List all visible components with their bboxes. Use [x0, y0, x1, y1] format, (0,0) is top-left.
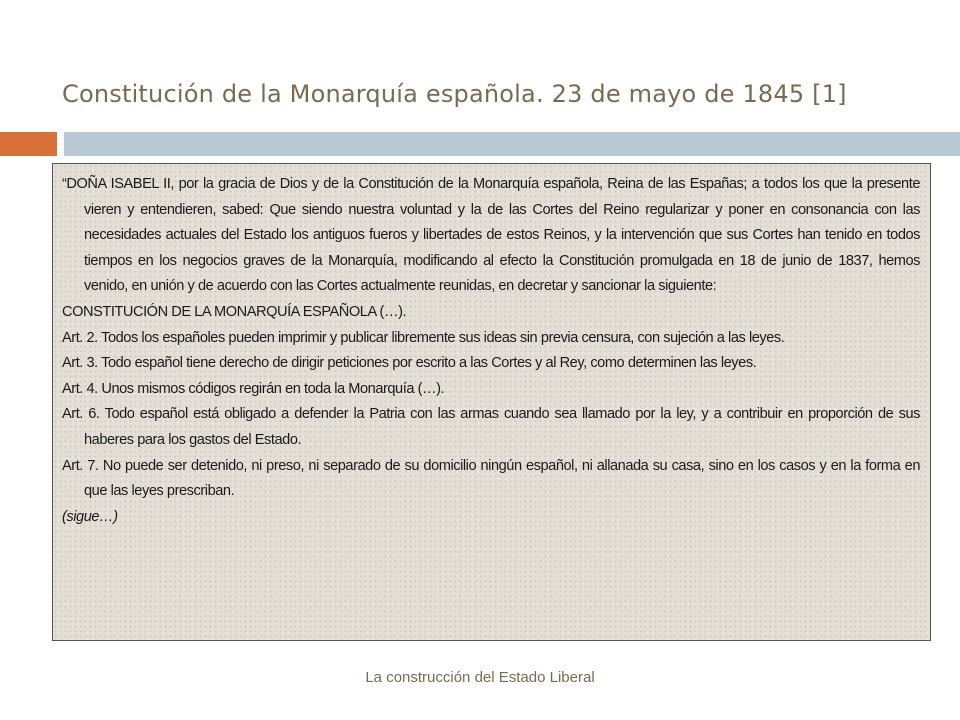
constitution-heading: CONSTITUCIÓN DE LA MONARQUÍA ESPAÑOLA (…). [62, 303, 407, 320]
slide-footer: La construcción del Estado Liberal [365, 669, 595, 686]
article-6-paragraph: Art. 6. Todo español está obligado a defender la Patria con las armas cuando sea llamado por la ley, y a contribuir en proporción de sus haberes para los gastos del Estado. [62, 406, 920, 448]
article-3-paragraph: Art. 3. Todo español tiene derecho de dirigir peticiones por escrito a las Cortes y al Rey, como determinen las leyes. [62, 355, 757, 372]
article-4-paragraph: Art. 4. Unos mismos códigos regirán en toda la Monarquía (…). [62, 380, 445, 397]
slide-title: Constitución de la Monarquía española. 23 de mayo de 1845 [1] [62, 80, 847, 108]
article-7-paragraph: Art. 7. No puede ser detenido, ni preso, ni separado de su domicilio ningún español, ni allanada su casa, sino en los casos y en la forma en que las leyes prescriban. [62, 457, 920, 500]
article-2-paragraph: Art. 2. Todos los españoles pueden imprimir y publicar libremente sus ideas sin previa censura, con sujeción a las leyes. [62, 329, 785, 346]
preamble-paragraph: “DOÑA ISABEL II, por la gracia de Dios y de la Constitución de la Monarquía española, Reina de las Españas; a todos los que la presente vieren y entendieren, sabed: Que siendo nuestra voluntad y la de las Cortes del Reino regularizar y poner en consonancia con las necesidades actuales del Estado los antiguos fueros y libertades de estos Reinos, y la intervención que sus Cortes han tenido en todos tiempos en los negocios graves de la Monarquía, modificando al efecto la Constitución promulgada en 18 de junio de 1837, hemos venido, en unión y de acuerdo con las Cortes actualmente reunidas, en decretar y sancionar la siguiente: [62, 176, 920, 295]
accent-bar [0, 132, 57, 156]
document-text-box [52, 163, 931, 641]
continues-note: (sigue…) [62, 508, 118, 525]
title-rule-bar [64, 132, 960, 156]
